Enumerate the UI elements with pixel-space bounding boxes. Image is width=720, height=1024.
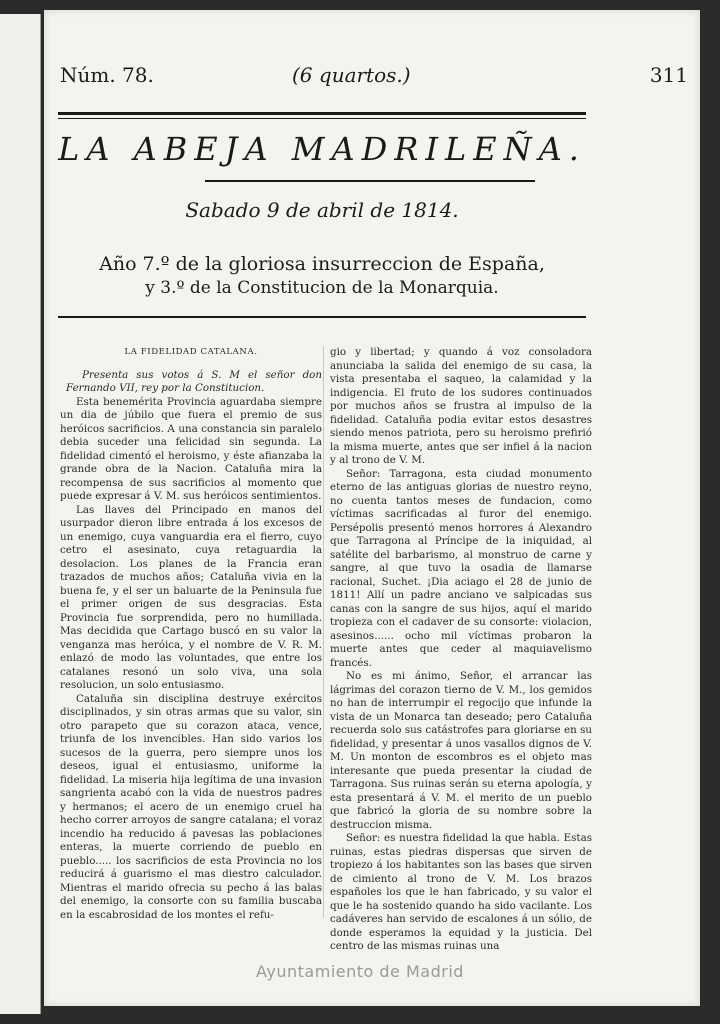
issue-number: Núm. 78. — [60, 63, 154, 87]
year-line-2: y 3.º de la Constitucion de la Monarquia. — [145, 278, 499, 298]
page-number: 311 — [649, 63, 688, 87]
article-subtitle: Presenta sus votos á S. M el señor don Fernando VII, rey por la Constitucion. — [66, 368, 322, 394]
masthead-title: LA ABEJA MADRILEÑA. — [58, 130, 586, 168]
column-divider — [323, 346, 324, 918]
article-paragraph: Las llaves del Principado en manos del usurpador dieron libre entrada á los excesos de un enemigo, cuya vanguardia era el fierro, cuyo cetro el asesinato, cuya retaguardia la desolacion. Los planes de la Francia eran trazados de muchos años; Cataluña vivia en la buena fe, y el ser un baluarte de la Peninsula fue el primer origen de sus desgracias. Esta Provincia fue sorprendida, pero no humillada. Mas decidida que Cartago buscó en su valor la venganza mas heróica, y el nombre de V. R. M. enlazó de modo las voluntades, que entre los catalanes resonó un solo viva, una sola resolucion, un solo entusiasmo. — [60, 503, 322, 691]
archive-watermark: Ayuntamiento de Madrid — [256, 962, 464, 981]
title-ornament-rule — [205, 180, 535, 182]
adjacent-page-edge — [0, 14, 41, 1014]
top-thick-rule — [58, 112, 586, 115]
article-paragraph: No es mi ánimo, Señor, el arrancar las lágrimas del corazon tierno de V. M., los gemidos no han de interrumpir el regocijo que infunde la vista de un Monarca tan deseado; pero Cataluña recuerda solo sus catástrofes para gloriarse en su fidelidad, y presentar á unos vasallos dignos de V. M. Un monton de escombros es el objeto mas interesante que pueda presentar la ciudad de Tarragona. Sus ruinas serán su eterna apología, y esta presentará á V. M. el merito de un pueblo que fabricó la gloria de su nombre sobre la destruccion misma. — [330, 670, 592, 831]
article-paragraph: Señor: es nuestra fidelidad la que habla. Estas ruinas, estas piedras dispersas que sirven de tropiezo á los habitantes son las bases que sirven de cimiento al trono de V. M. Los brazos españoles los que le han fabricado, y su valor el que le ha sostenido quando ha sido vacilante. Los cadáveres han servido de escalones á un sólio, de donde esperamos la equidad y la justicia. Del centro de las mismas ruinas una — [330, 832, 592, 952]
top-thin-rule — [58, 118, 586, 119]
year-line-1: Año 7.º de la gloriosa insurreccion de España, — [99, 253, 545, 275]
masthead-bottom-rule — [58, 316, 586, 318]
article-paragraph: gio y libertad; y quando á voz consoladora anunciaba la salida del enemigo de su casa, la vista presentaba el saqueo, la calamidad y la indigencia. El fruto de los sudores continuados por muchos años se frustra al impulso de la fidelidad. Cataluña podia evitar estos desastres siendo menos patriota, pero su heroismo prefirió la misma muerte, antes que ser infiel á la nacion y al trono de V. M. — [330, 346, 592, 466]
issue-price: (6 quartos.) — [292, 63, 411, 87]
article-paragraph: Cataluña sin disciplina destruye exércitos disciplinados, y sin otras armas que su valor, sin otro parapeto que su corazon ataca, vence, triunfa de los invencibles. Han sido varios los sucesos de la guerra, pero siempre unos los deseos, igual el entusiasmo, uniforme la fidelidad. La miseria hija legítima de una invasion sangrienta acabó con la vida de nuestros padres y hermanos; el acero de un enemigo cruel ha hecho correr arroyos de sangre catalana; el voraz incendio ha reducido á pavesas las poblaciones enteras, la muerte corriendo de pueblo en pueblo..... los sacrificios de esta Provincia no los reducirá á guarismo el mas diestro calculador. Mientras el marido ofrecia su pecho á las balas del enemigo, la consorte con su familia buscaba en la escabrosidad de los montes el refu- — [60, 692, 322, 921]
article-paragraph: Señor: Tarragona, esta ciudad monumento eterno de las antiguas glorias de nuestro reyno, no cuenta tantos meses de fundacion, como víctimas sacrificadas al furor del enemigo. Persépolis presentó menos horrores á Alexandro que Tarragona al Príncipe de la iniquidad, al satélite del barbarismo, al monstruo de carne y sangre, al que tuvo la osadia de llamarse racional, Suchet. ¡Dia aciago el 28 de junio de 1811! Allí un padre anciano ve salpicadas sus canas con la sangre de sus hijos, aquí el marido tropieza con el cadaver de su consorte: violacion, asesinos...... ocho mil víctimas probaron la muerte antes que ceder al maquiavelismo francés. — [330, 467, 592, 669]
article-paragraph: Esta benemérita Provincia aguardaba siempre un dia de júbilo que fuera el premio de sus heróicos sacrificios. A una constancia sin paralelo debia suceder una felicidad sin segunda. La fidelidad cimentó el heroismo, y éste afianzaba la grande obra de la Nacion. Cataluña mira la recompensa de sus sacrificios al momento que puede expresar á V. M. sus heróicos sentimientos. — [60, 395, 322, 502]
article-left-column — [60, 346, 322, 922]
issue-date: Sabado 9 de abril de 1814. — [185, 198, 459, 222]
section-heading: LA FIDELIDAD CATALANA. — [124, 347, 258, 357]
article-right-column — [330, 346, 592, 954]
